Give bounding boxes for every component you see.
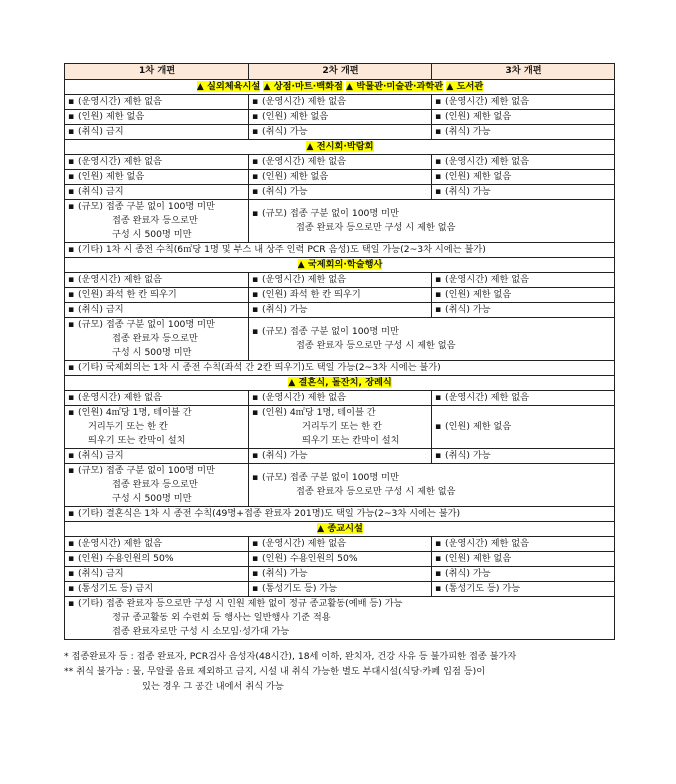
bullet-icon: ▪: [252, 472, 259, 483]
cell: (운영시간) 제한 없음: [78, 274, 163, 285]
table-row: [65, 582, 615, 597]
cell: 구성 시 500명 미만: [112, 493, 192, 504]
bullet-icon: ▪: [435, 111, 442, 122]
table-row: [65, 406, 615, 449]
cell: (운영시간) 제한 없음: [78, 392, 163, 403]
bullet-icon: ▪: [252, 208, 259, 219]
cell: (규모) 접종 구분 없이 100명 미만: [262, 208, 399, 219]
cell: (인원) 4㎡당 1명, 테이블 간: [262, 407, 376, 418]
cell: 접종 완료자 등으로만: [112, 333, 198, 344]
cell: (통성기도 등) 금지: [78, 583, 154, 594]
cell: (취식) 가능: [262, 450, 308, 461]
section-header: [65, 258, 615, 273]
cell: (규모) 접종 구분 없이 100명 미만: [78, 465, 215, 476]
cell: (운영시간) 제한 없음: [78, 538, 163, 549]
triangle-icon: ▲: [297, 259, 305, 270]
footnote: ** 취식 불가능 : 물, 무알콜 음료 제외하고 금지, 시설 내 취식 가능한 별도 부대시설(식당·카페 입점 등)이: [64, 666, 486, 677]
footnotes: [64, 649, 614, 694]
bullet-icon: ▪: [68, 598, 75, 609]
bullet-icon: ▪: [435, 171, 442, 182]
bullet-icon: ▪: [68, 450, 75, 461]
bullet-icon: ▪: [68, 568, 75, 579]
table-row: [65, 567, 615, 582]
footnote: * 접종완료자 등 : 접종 완료자, PCR검사 음성자(48시간), 18세 이하, 완치자, 건강 사유 등 불가피한 접종 불가자: [64, 651, 517, 662]
cell: (인원) 제한 없음: [445, 289, 512, 300]
cell: (취식) 가능: [262, 304, 308, 315]
bullet-icon: ▪: [252, 553, 259, 564]
section-title: 결혼식, 돌잔치, 장례식: [298, 377, 392, 388]
bullet-icon: ▪: [435, 304, 442, 315]
table-row: [65, 288, 615, 303]
cell: (인원) 수용인원의 50%: [262, 553, 358, 564]
table-row: [65, 391, 615, 406]
cell: (인원) 4㎡당 1명, 테이블 간: [78, 407, 192, 418]
bullet-icon: ▪: [252, 392, 259, 403]
header-row: [65, 64, 615, 80]
table-row: [65, 449, 615, 464]
bullet-icon: ▪: [252, 450, 259, 461]
section-header: [65, 140, 615, 155]
section-title: 실외체육시설: [206, 81, 261, 92]
cell: 거리두기 또는 한 칸: [302, 421, 382, 432]
bullet-icon: ▪: [252, 274, 259, 285]
cell: (기타) 국제회의는 1차 시 종전 수칙(좌석 간 2칸 띄우기)도 택일 가능(2~3차 시에는 불가): [78, 362, 441, 373]
table-row: [65, 507, 615, 522]
cell: (인원) 수용인원의 50%: [78, 553, 174, 564]
bullet-icon: ▪: [68, 508, 75, 519]
bullet-icon: ▪: [68, 362, 75, 373]
cell: (운영시간) 제한 없음: [262, 538, 347, 549]
bullet-icon: ▪: [252, 407, 259, 418]
table-row: [65, 273, 615, 288]
bullet-icon: ▪: [68, 156, 75, 167]
section-title: 박물관·미술관·과학관: [356, 81, 444, 92]
table-row: [65, 552, 615, 567]
cell: (취식) 가능: [445, 186, 491, 197]
bullet-icon: ▪: [68, 407, 75, 418]
bullet-icon: ▪: [68, 171, 75, 182]
cell: (취식) 가능: [445, 304, 491, 315]
section-header: [65, 376, 615, 391]
cell: (운영시간) 제한 없음: [262, 392, 347, 403]
bullet-icon: ▪: [252, 186, 259, 197]
bullet-icon: ▪: [435, 392, 442, 403]
bullet-icon: ▪: [435, 568, 442, 579]
header-phase-1: 1차 개편: [65, 64, 249, 80]
table-row: [65, 185, 615, 200]
cell: 접종 완료자로만 구성 시 소모임·성가대 가능: [112, 626, 290, 637]
bullet-icon: ▪: [68, 186, 75, 197]
cell: 정규 종교활동 외 수련회 등 행사는 일반행사 기준 적용: [112, 612, 331, 623]
bullet-icon: ▪: [252, 289, 259, 300]
table-row: [65, 318, 615, 361]
cell: (규모) 접종 구분 없이 100명 미만: [78, 201, 215, 212]
section-header: [65, 80, 615, 95]
cell: (인원) 제한 없음: [78, 111, 145, 122]
bullet-icon: ▪: [435, 538, 442, 549]
cell: (취식) 가능: [262, 126, 308, 137]
cell: (인원) 좌석 한 칸 띄우기: [262, 289, 361, 300]
bullet-icon: ▪: [435, 583, 442, 594]
cell: (취식) 금지: [78, 568, 124, 579]
cell: (취식) 가능: [445, 568, 491, 579]
cell: 접종 완료자 등으로만: [112, 215, 198, 226]
phase-table: [64, 63, 615, 640]
table-row: [65, 95, 615, 110]
cell: (인원) 좌석 한 칸 띄우기: [78, 289, 177, 300]
cell: (운영시간) 제한 없음: [445, 156, 530, 167]
policy-document: [64, 63, 614, 694]
table-row: [65, 597, 615, 640]
cell: (인원) 제한 없음: [262, 171, 329, 182]
table-row: [65, 155, 615, 170]
cell: (운영시간) 제한 없음: [445, 392, 530, 403]
cell: (규모) 접종 구분 없이 100명 미만: [262, 326, 399, 337]
table-row: [65, 464, 615, 507]
bullet-icon: ▪: [435, 274, 442, 285]
bullet-icon: ▪: [252, 156, 259, 167]
bullet-icon: ▪: [435, 421, 442, 432]
cell: 띄우기 또는 칸막이 설치: [88, 435, 186, 446]
section-title: 국제회의·학술행사: [307, 259, 383, 270]
triangle-icon: ▲: [446, 81, 454, 92]
bullet-icon: ▪: [435, 289, 442, 300]
bullet-icon: ▪: [252, 568, 259, 579]
bullet-icon: ▪: [68, 319, 75, 330]
section-title: 도서관: [456, 81, 484, 92]
bullet-icon: ▪: [68, 465, 75, 476]
bullet-icon: ▪: [435, 96, 442, 107]
cell: 접종 완료자 등으로만 구성 시 제한 없음: [296, 222, 456, 233]
cell: 거리두기 또는 한 칸: [88, 421, 168, 432]
table-row: [65, 243, 615, 258]
cell: (운영시간) 제한 없음: [262, 274, 347, 285]
bullet-icon: ▪: [68, 244, 75, 255]
cell: (통성기도 등) 가능: [262, 583, 338, 594]
bullet-icon: ▪: [68, 289, 75, 300]
cell: (운영시간) 제한 없음: [78, 156, 163, 167]
cell: 접종 완료자 등으로만 구성 시 제한 없음: [296, 486, 456, 497]
bullet-icon: ▪: [68, 583, 75, 594]
bullet-icon: ▪: [435, 156, 442, 167]
bullet-icon: ▪: [435, 186, 442, 197]
cell: (운영시간) 제한 없음: [262, 96, 347, 107]
cell: (기타) 1차 시 종전 수칙(6㎡당 1명 및 부스 내 상주 인력 PCR 음성)도 택일 가능(2~3차 시에는 불가): [78, 244, 486, 255]
bullet-icon: ▪: [252, 538, 259, 549]
cell: (인원) 제한 없음: [445, 111, 512, 122]
bullet-icon: ▪: [252, 126, 259, 137]
triangle-icon: ▲: [306, 141, 314, 152]
bullet-icon: ▪: [68, 96, 75, 107]
cell: (운영시간) 제한 없음: [78, 96, 163, 107]
bullet-icon: ▪: [68, 201, 75, 212]
bullet-icon: ▪: [68, 126, 75, 137]
cell: 띄우기 또는 칸막이 설치: [302, 435, 400, 446]
bullet-icon: ▪: [435, 553, 442, 564]
bullet-icon: ▪: [435, 126, 442, 137]
table-row: [65, 303, 615, 318]
cell: 구성 시 500명 미만: [112, 229, 192, 240]
cell: (운영시간) 제한 없음: [445, 96, 530, 107]
cell: (인원) 제한 없음: [445, 171, 512, 182]
cell: (취식) 금지: [78, 126, 124, 137]
bullet-icon: ▪: [252, 171, 259, 182]
table-row: [65, 537, 615, 552]
cell: 접종 완료자 등으로만 구성 시 제한 없음: [296, 340, 456, 351]
cell: (운영시간) 제한 없음: [445, 538, 530, 549]
bullet-icon: ▪: [252, 583, 259, 594]
cell: (취식) 금지: [78, 186, 124, 197]
table-row: [65, 361, 615, 376]
triangle-icon: ▲: [317, 523, 325, 534]
bullet-icon: ▪: [252, 304, 259, 315]
section-title: 전시회·박람회: [316, 141, 374, 152]
cell: (기타) 접종 완료자 등으로만 구성 시 인원 제한 없이 정규 종교활동(예배 등) 가능: [78, 598, 403, 609]
bullet-icon: ▪: [68, 392, 75, 403]
section-header: [65, 522, 615, 537]
header-phase-2: 2차 개편: [249, 64, 432, 80]
cell: (취식) 가능: [445, 450, 491, 461]
cell: (취식) 가능: [445, 126, 491, 137]
footnote-continuation: 있는 경우 그 공간 내에서 취식 가능: [142, 681, 284, 692]
bullet-icon: ▪: [68, 538, 75, 549]
bullet-icon: ▪: [252, 326, 259, 337]
table-row: [65, 125, 615, 140]
header-phase-3: 3차 개편: [432, 64, 615, 80]
bullet-icon: ▪: [68, 553, 75, 564]
cell: (취식) 가능: [262, 186, 308, 197]
cell: (취식) 가능: [262, 568, 308, 579]
cell: (인원) 제한 없음: [445, 553, 512, 564]
bullet-icon: ▪: [435, 450, 442, 461]
cell: 접종 완료자 등으로만: [112, 479, 198, 490]
cell: (기타) 결혼식은 1차 시 종전 수칙(49명+접종 완료자 201명)도 택일 가능(2~3차 시에는 불가): [78, 508, 461, 519]
bullet-icon: ▪: [252, 96, 259, 107]
triangle-icon: ▲: [288, 377, 296, 388]
cell: (통성기도 등) 가능: [445, 583, 521, 594]
cell: (인원) 제한 없음: [445, 421, 512, 432]
bullet-icon: ▪: [68, 111, 75, 122]
cell: (규모) 접종 구분 없이 100명 미만: [262, 472, 399, 483]
table-row: [65, 200, 615, 243]
section-title: 상점·마트·백화점: [273, 81, 343, 92]
table-row: [65, 110, 615, 125]
cell: (취식) 금지: [78, 450, 124, 461]
table-row: [65, 170, 615, 185]
cell: (규모) 접종 구분 없이 100명 미만: [78, 319, 215, 330]
cell: (운영시간) 제한 없음: [445, 274, 530, 285]
section-title: 종교시설: [327, 523, 363, 534]
cell: (인원) 제한 없음: [262, 111, 329, 122]
cell: (취식) 금지: [78, 304, 124, 315]
bullet-icon: ▪: [252, 111, 259, 122]
cell: 구성 시 500명 미만: [112, 347, 192, 358]
triangle-icon: ▲: [346, 81, 354, 92]
triangle-icon: ▲: [263, 81, 271, 92]
cell: (운영시간) 제한 없음: [262, 156, 347, 167]
bullet-icon: ▪: [68, 304, 75, 315]
cell: (인원) 제한 없음: [78, 171, 145, 182]
bullet-icon: ▪: [68, 274, 75, 285]
triangle-icon: ▲: [196, 81, 204, 92]
